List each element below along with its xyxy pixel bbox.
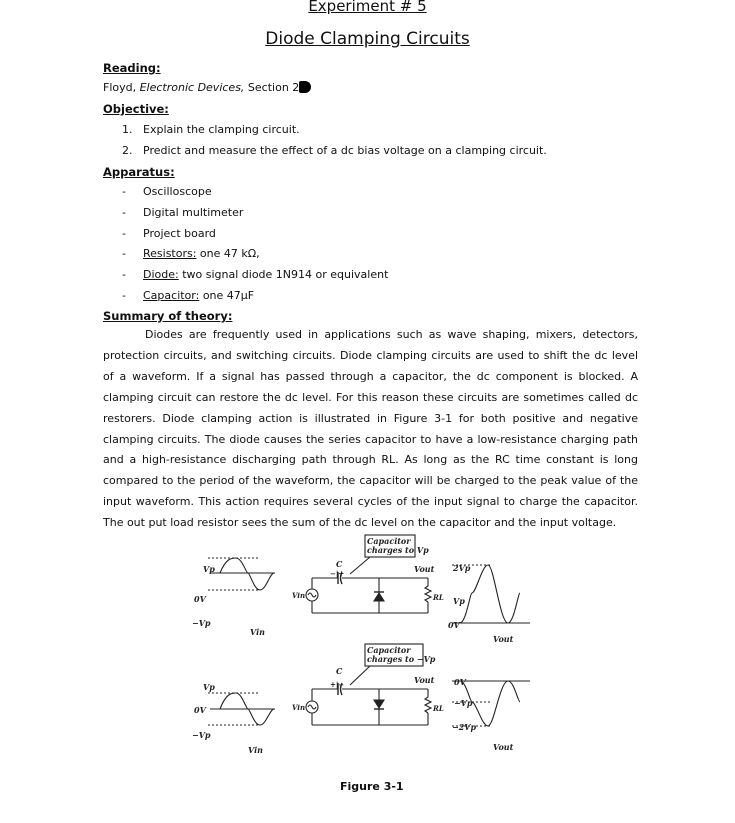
theory-heading: Summary of theory: [103,309,233,323]
source-label: Vin [292,591,306,600]
output-2vp-label: 2Vp [453,563,471,573]
output-wave [460,565,520,623]
theory-paragraph: Diodes are frequently used in applications such as wave shaping, mixers, detectors, protection circuits, and switching circuits. Diode clamping circuits are used to shift the dc level of a waveform. If a signal has passed through a capacitor, the dc component is blocked. A clamping circuit can restore the dc level. For this reason these circuits are sometimes called dc restorers. Diode clamping action is illustrated in Figure 3-1 for both positive and negative clamping circuits. The diode causes the series capacitor to have a low-resistance charging path and a high-resistance discharging path through RL. As long as the RC time constant is long compared to the period of the waveform, the capacitor will be charged to the peak value of the input waveform. This action requires several cycles of the input signal to charge the capacitor. The out put load resistor sees the sum of the dc level on the capacitor and the input voltage. [103,328,638,530]
callout-arrow [350,557,370,574]
input-sine-wave [220,558,274,590]
reading-heading: Reading: [103,61,161,75]
reading-book: Electronic Devices, [139,81,245,94]
apparatus-item: - Resistors: one 47 kΩ, [122,247,260,260]
input-zero-label: 0V [194,594,206,604]
output-name-label: Vout [493,742,514,752]
input-neg-label: −Vp [192,730,211,740]
output-neg2vp-label: −2Vp [452,722,477,732]
input-neg-label: −Vp [192,618,211,628]
apparatus-heading: Apparatus: [103,165,175,179]
apparatus-item: - Oscilloscope [122,185,212,198]
input-name-label: Vin [250,627,265,637]
apparatus-item: - Capacitor: one 47µF [122,289,255,302]
output-name-label: Vout [493,634,514,644]
diode [374,700,384,708]
objective-item: 2. Predict and measure the effect of a dc bias voltage on a clamping circuit. [122,144,547,157]
input-zero-label: 0V [194,705,206,715]
objective-item: 1. Explain the clamping circuit. [122,123,300,136]
apparatus-item: - Digital multimeter [122,206,244,219]
capacitor-polarity: −|+ [330,569,345,578]
reading-text [103,81,311,94]
clamping-circuits-figure [190,530,540,775]
apparatus-item: - Diode: two signal diode 1N914 or equivalent [122,268,389,281]
output-negvp-label: −Vp [454,698,473,708]
redaction-mark [299,81,311,93]
output-zero-label: 0V [454,677,466,687]
vout-label: Vout [414,675,435,685]
callout-text: charges to −Vp [367,654,436,664]
figure-caption: Figure 3-1 [340,780,404,793]
reading-text-start: Floyd, [103,81,140,94]
source-label: Vin [292,703,306,712]
capacitor-label: C [336,559,343,569]
capacitor-label: C [336,666,343,676]
page-title: Diode Clamping Circuits [265,29,470,49]
input-peak-label: Vp [203,682,215,692]
load-resistor [425,586,431,602]
capacitor-polarity: +|− [330,680,345,689]
rl-label: RL [433,704,444,713]
callout-text: Capacitor [367,645,411,655]
output-zero-label: 0V [448,620,460,630]
rl-label: RL [433,593,444,602]
reading-text-end: Section 2 [244,81,300,94]
input-name-label: Vin [248,745,263,755]
output-vp-label: Vp [453,596,465,606]
vout-label: Vout [414,564,435,574]
input-peak-label: Vp [203,564,215,574]
experiment-number: Experiment # 5 [308,0,427,15]
load-resistor [425,697,431,713]
callout-text: Capacitor [367,536,411,546]
callout-text: charges to Vp [367,545,429,555]
diode [374,593,384,601]
apparatus-item: - Project board [122,227,216,240]
objective-heading: Objective: [103,102,169,116]
